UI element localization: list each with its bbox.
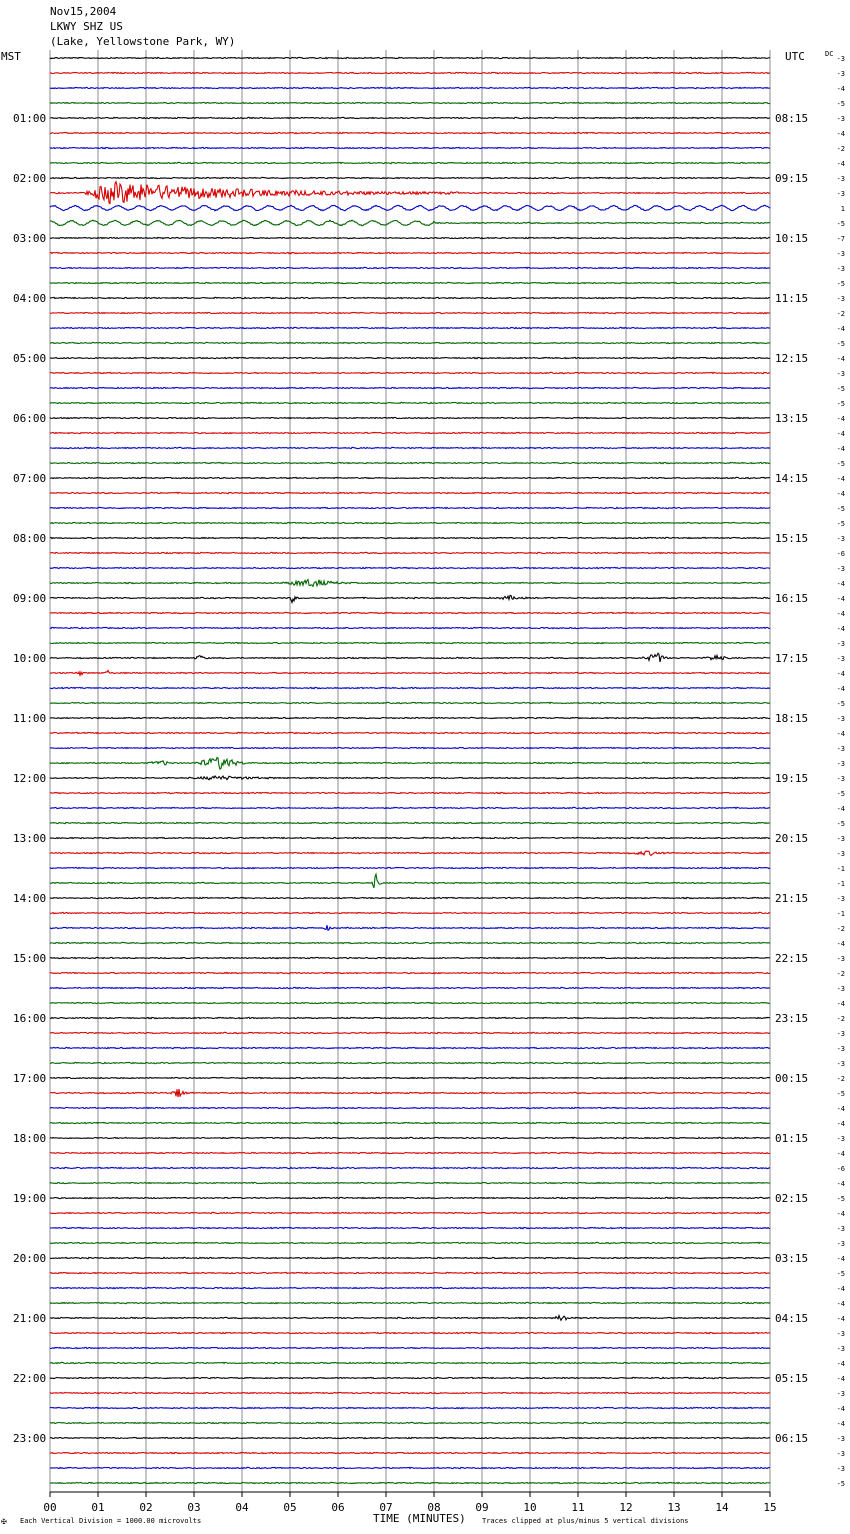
trace-line xyxy=(50,1017,770,1018)
utc-hour-label: 09:15 xyxy=(775,172,809,185)
utc-hour-label: 15:15 xyxy=(775,532,809,545)
dc-offset-label: -4 xyxy=(836,670,845,678)
mst-hour-label: 06:00 xyxy=(13,412,47,425)
dc-offset-label: -4 xyxy=(836,1210,845,1218)
dc-offset-label: -4 xyxy=(836,1180,845,1188)
dc-offset-label: -3 xyxy=(836,295,845,303)
dc-offset-label: -1 xyxy=(836,910,845,918)
dc-offset-label: -4 xyxy=(836,685,845,693)
utc-hour-label: 05:15 xyxy=(775,1372,809,1385)
trace-line xyxy=(50,537,770,538)
dc-offset-label: -3 xyxy=(836,1045,845,1053)
dc-offset-label: -2 xyxy=(836,1075,845,1083)
trace-line xyxy=(50,1062,770,1063)
mst-hour-label: 20:00 xyxy=(13,1252,47,1265)
trace-line xyxy=(50,132,770,133)
x-tick-label: 13 xyxy=(667,1501,681,1514)
trace-line xyxy=(50,912,770,913)
utc-hour-label: 03:15 xyxy=(775,1252,809,1265)
dc-offset-label: -3 xyxy=(836,760,845,768)
mst-hour-label: 16:00 xyxy=(13,1012,47,1025)
mst-hour-label: 14:00 xyxy=(13,892,47,905)
trace-line xyxy=(50,177,770,178)
dc-offset-label: -4 xyxy=(836,1000,845,1008)
dc-offset-label: -4 xyxy=(836,1255,845,1263)
trace-line xyxy=(50,162,770,163)
dc-offset-label: -3 xyxy=(836,1240,845,1248)
utc-hour-label: 17:15 xyxy=(775,652,809,665)
dc-offset-label: -3 xyxy=(836,895,845,903)
x-tick-label: 07 xyxy=(379,1501,393,1514)
dc-offset-label: -4 xyxy=(836,1285,845,1293)
dc-offset-label: -4 xyxy=(836,1315,845,1323)
utc-hour-label: 12:15 xyxy=(775,352,809,365)
dc-offset-label: -2 xyxy=(836,925,845,933)
dc-offset-label: -3 xyxy=(836,1450,845,1458)
dc-offset-label: -4 xyxy=(836,85,845,93)
trace-line xyxy=(50,776,770,780)
dc-offset-label: -3 xyxy=(836,1225,845,1233)
utc-hour-label: 08:15 xyxy=(775,112,809,125)
utc-hour-label: 22:15 xyxy=(775,952,809,965)
x-tick-label: 11 xyxy=(571,1501,585,1514)
trace-line xyxy=(50,432,770,433)
trace-line xyxy=(50,972,770,973)
dc-offset-label: -6 xyxy=(836,1165,845,1173)
trace-line xyxy=(50,580,770,587)
trace-line xyxy=(50,627,770,628)
trace-line xyxy=(50,1167,770,1168)
trace-line xyxy=(50,867,770,868)
utc-hour-label: 23:15 xyxy=(775,1012,809,1025)
mst-hour-label: 08:00 xyxy=(13,532,47,545)
header-date: Nov15,2004 xyxy=(50,5,117,18)
dc-offset-label: -4 xyxy=(836,1405,845,1413)
trace-line xyxy=(50,1316,770,1321)
x-tick-label: 10 xyxy=(523,1501,537,1514)
dc-offset-label: -3 xyxy=(836,850,845,858)
dc-offset-label: -1 xyxy=(836,865,845,873)
trace-line xyxy=(50,1107,770,1108)
dc-offset-label: -4 xyxy=(836,1375,845,1383)
trace-line xyxy=(50,822,770,823)
dc-offset-label: -2 xyxy=(836,970,845,978)
trace-line xyxy=(50,1407,770,1408)
dc-offset-label: -4 xyxy=(836,475,845,483)
trace-line xyxy=(50,837,770,838)
trace-line xyxy=(50,507,770,508)
utc-hour-label: 01:15 xyxy=(775,1132,809,1145)
x-tick-label: 01 xyxy=(91,1501,105,1514)
dc-offset-label: -4 xyxy=(836,730,845,738)
dc-offset-label: -6 xyxy=(836,550,845,558)
mst-hour-label: 04:00 xyxy=(13,292,47,305)
header-station: LKWY SHZ US xyxy=(50,20,123,33)
mst-hour-label: 13:00 xyxy=(13,832,47,845)
trace-line xyxy=(50,552,770,553)
trace-line xyxy=(50,1257,770,1258)
dc-offset-label: -3 xyxy=(836,370,845,378)
trace-line xyxy=(50,1089,770,1097)
trace-line xyxy=(50,477,770,478)
trace-line xyxy=(50,87,770,88)
mst-hour-label: 19:00 xyxy=(13,1192,47,1205)
trace-line xyxy=(50,205,770,211)
utc-hour-labels xyxy=(775,52,808,1445)
dc-offset-label: -3 xyxy=(836,55,845,63)
dc-offset-label: -3 xyxy=(836,835,845,843)
x-tick-label: 12 xyxy=(619,1501,633,1514)
dc-offset-label: -5 xyxy=(836,400,845,408)
mst-hour-label: 12:00 xyxy=(13,772,47,785)
trace-lines xyxy=(50,57,770,1483)
dc-offset-label: -3 xyxy=(836,70,845,78)
dc-offset-label: -4 xyxy=(836,160,845,168)
x-tick-label: 14 xyxy=(715,1501,729,1514)
mst-hour-label: 18:00 xyxy=(13,1132,47,1145)
trace-line xyxy=(50,732,770,733)
x-tick-label: 09 xyxy=(475,1501,489,1514)
mst-hour-label: 21:00 xyxy=(13,1312,47,1325)
trace-line xyxy=(50,1242,770,1243)
trace-line xyxy=(50,1362,770,1363)
dc-offset-label: -5 xyxy=(836,520,845,528)
trace-line xyxy=(50,653,770,662)
trace-line xyxy=(50,102,770,103)
utc-hour-label: 10:15 xyxy=(775,232,809,245)
trace-line xyxy=(50,925,770,930)
dc-offset-label: -4 xyxy=(836,940,845,948)
trace-line xyxy=(50,342,770,343)
trace-line xyxy=(50,57,770,58)
dc-offset-label: -5 xyxy=(836,1195,845,1203)
trace-line xyxy=(50,1227,770,1228)
mst-hour-label: 07:00 xyxy=(13,472,47,485)
left-timezone-label: MST xyxy=(1,50,21,63)
dc-offset-label: -4 xyxy=(836,325,845,333)
dc-offset-label: -3 xyxy=(836,640,845,648)
trace-line xyxy=(50,1047,770,1048)
dc-offset-label: -3 xyxy=(836,955,845,963)
dc-offset-label: -4 xyxy=(836,595,845,603)
dc-offset-label: -7 xyxy=(836,235,845,243)
dc-offset-label: -5 xyxy=(836,1270,845,1278)
corner-mark-icon: ✠ xyxy=(1,1518,7,1526)
dc-offset-label: -3 xyxy=(836,565,845,573)
dc-offset-label: -3 xyxy=(836,1435,845,1443)
dc-offset-label: -3 xyxy=(836,190,845,198)
trace-line xyxy=(50,792,770,793)
trace-line xyxy=(50,1377,770,1378)
trace-line xyxy=(50,372,770,373)
dc-offset-label: -3 xyxy=(836,715,845,723)
trace-line xyxy=(50,182,770,204)
dc-offset-label: -3 xyxy=(836,1135,845,1143)
trace-line xyxy=(50,758,770,770)
trace-line xyxy=(50,987,770,988)
dc-offset-label: -3 xyxy=(836,745,845,753)
dc-offset-label: -2 xyxy=(836,1015,845,1023)
dc-offset-label: -5 xyxy=(836,1090,845,1098)
trace-line xyxy=(50,1302,770,1303)
trace-line xyxy=(50,1467,770,1468)
mst-hour-label: 09:00 xyxy=(13,592,47,605)
utc-hour-label: 04:15 xyxy=(775,1312,809,1325)
dc-offset-label: -3 xyxy=(836,1030,845,1038)
trace-line xyxy=(50,1452,770,1453)
dc-label: DC xyxy=(825,50,834,58)
dc-offset-label: -3 xyxy=(836,250,845,258)
dc-offset-label: -5 xyxy=(836,1480,845,1488)
dc-offset-label: -3 xyxy=(836,655,845,663)
dc-offset-label: -5 xyxy=(836,100,845,108)
utc-hour-label: 14:15 xyxy=(775,472,809,485)
trace-line xyxy=(50,1212,770,1213)
dc-offset-label: -5 xyxy=(836,505,845,513)
x-tick-label: 05 xyxy=(283,1501,297,1514)
trace-line xyxy=(50,1287,770,1288)
footer-clip-note: Traces clipped at plus/minus 5 vertical divisions xyxy=(482,1517,689,1525)
trace-line xyxy=(50,462,770,463)
dc-offset-label: -4 xyxy=(836,490,845,498)
trace-line xyxy=(50,282,770,283)
dc-offset-label: -4 xyxy=(836,805,845,813)
trace-line xyxy=(50,567,770,568)
mst-hour-label: 17:00 xyxy=(13,1072,47,1085)
x-axis-title: TIME (MINUTES) xyxy=(373,1512,466,1525)
dc-offset-label: -4 xyxy=(836,1150,845,1158)
dc-offset-labels xyxy=(837,55,845,1488)
trace-line xyxy=(50,1182,770,1183)
trace-line xyxy=(50,1272,770,1273)
dc-offset-label: -3 xyxy=(836,985,845,993)
dc-offset-label: -4 xyxy=(836,1120,845,1128)
mst-hour-label: 03:00 xyxy=(13,232,47,245)
trace-line xyxy=(50,1347,770,1348)
trace-line xyxy=(50,447,770,448)
trace-line xyxy=(50,687,770,688)
x-axis xyxy=(43,1492,776,1514)
trace-line xyxy=(50,1137,770,1138)
utc-hour-label: 11:15 xyxy=(775,292,809,305)
trace-line xyxy=(50,220,770,226)
trace-line xyxy=(50,492,770,493)
utc-hour-label: 19:15 xyxy=(775,772,809,785)
dc-offset-label: -4 xyxy=(836,580,845,588)
dc-offset-label: -3 xyxy=(836,265,845,273)
dc-offset-label: -3 xyxy=(836,1060,845,1068)
trace-line xyxy=(50,642,770,643)
dc-offset-label: -4 xyxy=(836,445,845,453)
trace-line xyxy=(50,417,770,418)
utc-hour-label: 21:15 xyxy=(775,892,809,905)
utc-hour-label: 13:15 xyxy=(775,412,809,425)
dc-offset-label: -4 xyxy=(836,415,845,423)
dc-offset-label: -1 xyxy=(836,880,845,888)
utc-hour-label: 00:15 xyxy=(775,1072,809,1085)
header-location: (Lake, Yellowstone Park, WY) xyxy=(50,35,236,48)
trace-line xyxy=(50,717,770,718)
trace-line xyxy=(50,1032,770,1033)
dc-offset-label: -4 xyxy=(836,130,845,138)
mst-hour-label: 22:00 xyxy=(13,1372,47,1385)
mst-hour-label: 01:00 xyxy=(13,112,47,125)
trace-line xyxy=(50,1422,770,1423)
trace-line xyxy=(50,402,770,403)
trace-line xyxy=(50,1152,770,1153)
trace-line xyxy=(50,942,770,943)
trace-line xyxy=(50,297,770,298)
mst-hour-label: 02:00 xyxy=(13,172,47,185)
dc-offset-label: -5 xyxy=(836,700,845,708)
trace-line xyxy=(50,1002,770,1003)
mst-hour-label: 11:00 xyxy=(13,712,47,725)
trace-line xyxy=(50,612,770,613)
trace-line xyxy=(50,874,770,888)
trace-line xyxy=(50,671,770,676)
dc-offset-label: -3 xyxy=(836,1330,845,1338)
trace-line xyxy=(50,252,770,253)
dc-offset-label: -3 xyxy=(836,1465,845,1473)
mst-hour-label: 05:00 xyxy=(13,352,47,365)
x-tick-label: 03 xyxy=(187,1501,201,1514)
trace-line xyxy=(50,327,770,328)
right-timezone-label: UTC xyxy=(785,50,805,63)
dc-offset-label: -4 xyxy=(836,430,845,438)
dc-offset-label: -4 xyxy=(836,1360,845,1368)
trace-line xyxy=(50,1077,770,1078)
x-tick-label: 08 xyxy=(427,1501,441,1514)
trace-line xyxy=(50,522,770,523)
trace-line xyxy=(50,72,770,73)
trace-line xyxy=(50,1332,770,1333)
vertical-gridlines xyxy=(50,50,770,1492)
mst-hour-label: 15:00 xyxy=(13,952,47,965)
dc-offset-label: -5 xyxy=(836,790,845,798)
mst-hour-label: 23:00 xyxy=(13,1432,47,1445)
dc-offset-label: -5 xyxy=(836,820,845,828)
dc-offset-label: -4 xyxy=(836,625,845,633)
utc-hour-label: 06:15 xyxy=(775,1432,809,1445)
trace-line xyxy=(50,957,770,958)
dc-offset-label: -3 xyxy=(836,1345,845,1353)
dc-offset-label: -5 xyxy=(836,280,845,288)
trace-line xyxy=(50,147,770,148)
trace-line xyxy=(50,702,770,703)
trace-line xyxy=(50,1392,770,1393)
trace-line xyxy=(50,807,770,808)
dc-offset-label: -3 xyxy=(836,115,845,123)
trace-line xyxy=(50,357,770,358)
utc-hour-label: 20:15 xyxy=(775,832,809,845)
trace-line xyxy=(50,851,770,855)
trace-line xyxy=(50,267,770,268)
trace-line xyxy=(50,1197,770,1198)
trace-line xyxy=(50,595,770,602)
dc-offset-label: -4 xyxy=(836,1420,845,1428)
trace-line xyxy=(50,237,770,238)
dc-offset-label: -4 xyxy=(836,610,845,618)
dc-offset-label: 1 xyxy=(840,205,845,213)
trace-line xyxy=(50,312,770,313)
trace-line xyxy=(50,387,770,388)
dc-offset-label: -4 xyxy=(836,1105,845,1113)
dc-offset-label: -3 xyxy=(836,775,845,783)
utc-hour-label: 18:15 xyxy=(775,712,809,725)
mst-hour-label: 10:00 xyxy=(13,652,47,665)
dc-offset-label: -3 xyxy=(836,535,845,543)
utc-hour-label: 02:15 xyxy=(775,1192,809,1205)
x-tick-label: 15 xyxy=(763,1501,777,1514)
dc-offset-label: -5 xyxy=(836,385,845,393)
trace-line xyxy=(50,1437,770,1438)
dc-offset-label: -4 xyxy=(836,355,845,363)
x-tick-label: 00 xyxy=(43,1501,57,1514)
dc-offset-label: -2 xyxy=(836,310,845,318)
dc-offset-label: -4 xyxy=(836,1300,845,1308)
x-tick-label: 02 xyxy=(139,1501,153,1514)
dc-offset-label: -3 xyxy=(836,1390,845,1398)
x-tick-label: 04 xyxy=(235,1501,249,1514)
trace-line xyxy=(50,1122,770,1123)
footer-scale-note: Each Vertical Division = 1000.00 microvolts xyxy=(20,1517,202,1525)
dc-offset-label: -3 xyxy=(836,175,845,183)
trace-line xyxy=(50,897,770,898)
trace-line xyxy=(50,117,770,118)
utc-hour-label: 16:15 xyxy=(775,592,809,605)
x-tick-label: 06 xyxy=(331,1501,345,1514)
dc-offset-label: -5 xyxy=(836,340,845,348)
trace-line xyxy=(50,1482,770,1483)
dc-offset-label: -5 xyxy=(836,460,845,468)
dc-offset-label: -5 xyxy=(836,220,845,228)
trace-line xyxy=(50,747,770,748)
dc-offset-label: -2 xyxy=(836,145,845,153)
mst-hour-labels xyxy=(13,112,46,1445)
